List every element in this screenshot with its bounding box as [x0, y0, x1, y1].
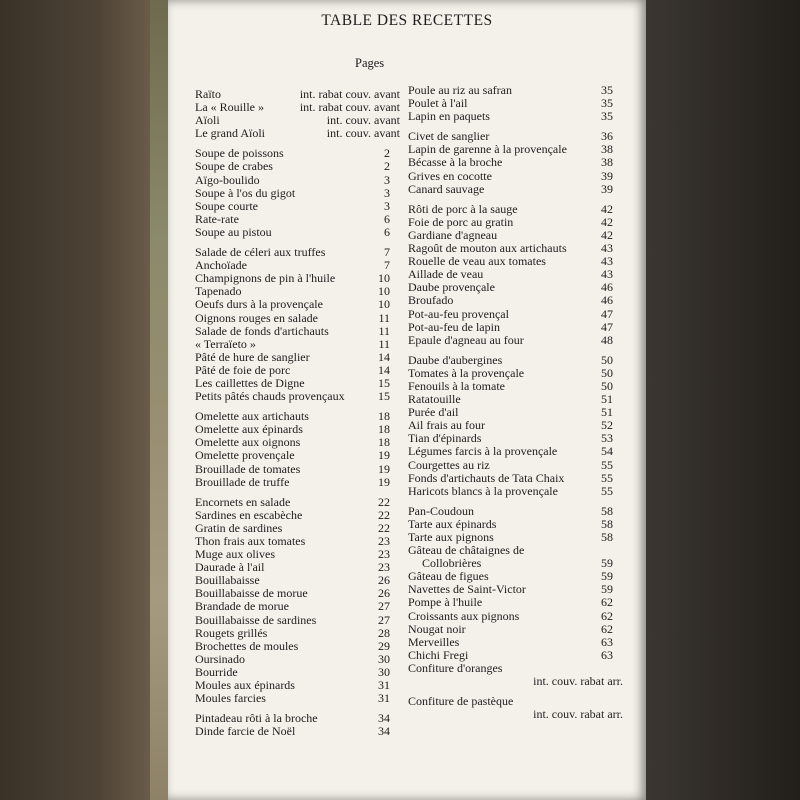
- recipe-name: Gâteau de figues: [408, 569, 489, 584]
- recipe-name: Omelette provençale: [195, 448, 295, 463]
- recipe-page: 35: [601, 109, 613, 124]
- recipe-name: Aïgo-boulido: [195, 172, 260, 187]
- recipe-name: Broufado: [408, 293, 454, 308]
- recipe-name: Gardiane d'agneau: [408, 227, 498, 242]
- recipe-page: 38: [601, 155, 613, 170]
- recipe-page: 59: [601, 582, 613, 597]
- recipe-page: int. rabat couv. avant: [299, 100, 400, 115]
- recipe-entry: [195, 653, 390, 666]
- recipe-page: 55: [601, 470, 613, 485]
- recipe-page: 10: [378, 297, 390, 312]
- recipe-name: Brouillade de tomates: [195, 461, 301, 476]
- recipe-page: 63: [601, 634, 613, 649]
- recipe-name: Bécasse à la broche: [408, 155, 503, 170]
- recipe-entry: [408, 367, 613, 380]
- recipe-page: 22: [378, 507, 390, 522]
- recipe-name: Tarte aux pignons: [408, 530, 494, 544]
- recipe-entry: [195, 600, 390, 613]
- recipe-entry: [408, 610, 613, 623]
- recipe-entry: [195, 338, 390, 351]
- recipe-entry: [408, 445, 613, 458]
- recipe-page: 58: [601, 516, 613, 531]
- recipe-page: int. couv. rabat arr.: [533, 674, 623, 689]
- recipe-page: 42: [601, 201, 613, 216]
- recipe-page: 51: [601, 405, 613, 420]
- recipe-entry: [408, 156, 613, 169]
- recipe-page: 2: [384, 159, 390, 174]
- recipe-name: Canard sauvage: [408, 181, 485, 196]
- recipe-page: 15: [378, 389, 390, 404]
- recipe-page: 58: [601, 503, 613, 518]
- recipe-name: Champignons de pin à l'huile: [195, 271, 336, 286]
- recipe-name: Dinde farcie de Noël: [195, 724, 296, 739]
- recipe-name: Ratatouille: [408, 392, 461, 407]
- recipe-entry: [408, 334, 613, 347]
- recipe-entry: [195, 390, 390, 403]
- recipe-entry: [408, 596, 613, 609]
- recipe-page: int. rabat couv. avant: [299, 87, 400, 101]
- recipe-page: 42: [601, 214, 613, 229]
- recipe-name: « Terraïeto »: [195, 336, 256, 351]
- recipe-page: 54: [601, 444, 613, 459]
- recipe-page: 55: [601, 457, 613, 472]
- recipe-name: Oignons rouges en salade: [195, 310, 318, 325]
- recipe-entry: [195, 496, 390, 509]
- recipe-page: 15: [378, 375, 390, 390]
- recipe-page: 34: [378, 711, 390, 726]
- recipe-entry: [195, 449, 390, 462]
- recipe-page: 43: [601, 241, 613, 256]
- recipe-page: 43: [601, 267, 613, 282]
- recipe-name: Navettes de Saint-Victor: [408, 582, 526, 597]
- recipe-name: Omelette aux épinards: [195, 422, 303, 437]
- recipe-name: Gâteau de châtaignes de: [408, 543, 525, 558]
- recipe-name: Soupe de poissons: [195, 146, 284, 161]
- recipe-entry: [195, 174, 390, 187]
- recipe-name: Moules farcies: [195, 691, 266, 706]
- recipe-page: int. couv. rabat arr.: [533, 707, 623, 722]
- recipe-name: Moules aux épinards: [195, 678, 295, 693]
- recipe-name: Légumes farcis à la provençale: [408, 444, 558, 459]
- recipe-page: 59: [601, 569, 613, 584]
- recipe-page: 3: [384, 185, 390, 200]
- recipe-page: 11: [378, 323, 390, 338]
- recipe-name: Brandade de morue: [195, 599, 289, 614]
- recipe-page: 62: [601, 621, 613, 636]
- recipe-page: 58: [601, 530, 613, 544]
- recipe-entry: [195, 160, 390, 173]
- recipe-entry: [195, 298, 390, 311]
- recipe-page: 59: [601, 556, 613, 571]
- pages-column-label: Pages: [355, 56, 385, 70]
- recipe-page: 3: [384, 172, 390, 187]
- recipe-page: 39: [601, 181, 613, 196]
- recipe-name: Pot-au-feu de lapin: [408, 319, 500, 334]
- recipe-name: Pintadeau rôti à la broche: [195, 711, 318, 726]
- recipe-entry: [408, 354, 613, 367]
- recipe-page: 34: [378, 724, 390, 739]
- recipe-page: 26: [378, 586, 390, 601]
- recipe-entry: [195, 213, 390, 226]
- recipe-entry: [195, 463, 390, 476]
- recipe-entry: [195, 325, 390, 338]
- recipe-entry: [408, 321, 613, 334]
- recipe-name: Daube provençale: [408, 280, 495, 295]
- recipe-name: Foie de porc au gratin: [408, 214, 514, 229]
- recipe-name: Gratin de sardines: [195, 520, 283, 535]
- recipe-entry: [408, 472, 613, 485]
- recipe-page: 46: [601, 280, 613, 295]
- recipe-name: Soupe au pistou: [195, 224, 272, 239]
- recipe-entry: [195, 725, 390, 738]
- recipe-name: Tapenado: [195, 284, 242, 299]
- recipe-page: 18: [378, 435, 390, 450]
- recipe-entry: [408, 674, 623, 689]
- recipe-name: Confiture de pastèque: [408, 694, 514, 709]
- recipe-entry: [195, 627, 390, 640]
- recipe-entry: [195, 476, 390, 489]
- recipe-entry: [408, 623, 613, 636]
- recipe-page: 39: [601, 168, 613, 183]
- recipe-page: 2: [384, 146, 390, 161]
- recipe-name: Pâté de foie de porc: [195, 362, 291, 377]
- recipe-name: Rouelle de veau aux tomates: [408, 254, 546, 269]
- recipe-name: Soupe de crabes: [195, 159, 273, 174]
- recipe-name: Omelette aux oignons: [195, 435, 301, 450]
- recipe-name: Grives en cocotte: [408, 168, 492, 183]
- recipe-name: Raïto: [195, 87, 221, 101]
- recipe-entry: [408, 294, 613, 307]
- recipe-page: 27: [378, 599, 390, 614]
- recipe-entry: [408, 505, 613, 518]
- recipe-page: 53: [601, 431, 613, 446]
- recipe-name: Bouillabaisse: [195, 573, 260, 588]
- recipe-name: Rate-rate: [195, 211, 239, 226]
- recipe-page: 19: [378, 474, 390, 489]
- recipe-page: 26: [378, 573, 390, 588]
- recipe-name: Anchoïade: [195, 258, 247, 273]
- recipe-page: 43: [601, 254, 613, 269]
- recipe-page: 6: [384, 211, 390, 226]
- recipe-name: Fenouils à la tomate: [408, 378, 505, 393]
- recipe-name: Muge aux olives: [195, 547, 275, 562]
- recipe-name: Brochettes de moules: [195, 638, 299, 653]
- recipe-name: Soupe à l'os du gigot: [195, 185, 296, 200]
- recipe-name: Thon frais aux tomates: [195, 534, 306, 548]
- recipe-name: Bouillabaisse de sardines: [195, 612, 317, 627]
- recipe-name: Poule au riz au safran: [408, 83, 512, 97]
- recipe-name: Daube d'aubergines: [408, 352, 503, 367]
- recipe-name: Pan-Coudoun: [408, 503, 474, 518]
- recipe-name: Epaule d'agneau au four: [408, 332, 524, 347]
- recipe-name: Petits pâtés chauds provençaux: [195, 389, 345, 404]
- recipe-page: 55: [601, 483, 613, 498]
- recipe-page: 23: [378, 534, 390, 548]
- recipe-page: 18: [378, 409, 390, 424]
- recipe-name: Haricots blancs à la provençale: [408, 483, 558, 498]
- recipe-name: Aillade de veau: [408, 267, 484, 282]
- recipe-entry: [408, 636, 613, 649]
- recipe-page: 52: [601, 418, 613, 433]
- recipe-page: 27: [378, 612, 390, 627]
- recipe-name: Brouillade de truffe: [195, 474, 290, 489]
- recipe-page: 38: [601, 142, 613, 157]
- recipe-name: Chichi Fregi: [408, 647, 469, 662]
- recipe-page: 30: [378, 664, 390, 679]
- recipe-name: Confiture d'oranges: [408, 660, 503, 675]
- recipe-name: Les caillettes de Digne: [195, 375, 305, 390]
- recipe-name: Tarte aux épinards: [408, 516, 497, 531]
- recipe-name: Poulet à l'ail: [408, 96, 468, 111]
- recipe-name: Tian d'épinards: [408, 431, 482, 446]
- recipe-entry: [195, 187, 390, 200]
- recipe-entry: [195, 692, 390, 705]
- recipe-page: 3: [384, 198, 390, 213]
- recipe-name: Oeufs durs à la provençale: [195, 297, 323, 312]
- recipe-entry: [195, 640, 390, 653]
- recipe-page: 7: [384, 258, 390, 273]
- recipe-name: Bourride: [195, 664, 238, 679]
- recipe-name: Fonds d'artichauts de Tata Chaix: [408, 470, 565, 485]
- recipe-name: Ragoût de mouton aux artichauts: [408, 241, 567, 256]
- recipe-page: 62: [601, 595, 613, 610]
- recipe-page: 36: [601, 129, 613, 144]
- recipe-page: 46: [601, 293, 613, 308]
- recipe-name: Nougat noir: [408, 621, 466, 636]
- recipe-name: Collobrières: [422, 556, 482, 571]
- recipe-page: 48: [601, 332, 613, 347]
- recipe-name: Pot-au-feu provençal: [408, 306, 509, 321]
- recipe-entry: [408, 216, 613, 229]
- recipe-page: 29: [378, 638, 390, 653]
- recipe-entry: [408, 170, 613, 183]
- recipe-entry: [195, 614, 390, 627]
- recipe-name: Salade de céleri aux truffes: [195, 245, 326, 260]
- recipe-page: 14: [378, 349, 390, 364]
- recipe-page: 62: [601, 608, 613, 623]
- recipe-entry: [195, 351, 390, 364]
- recipe-page: 35: [601, 96, 613, 111]
- recipe-page: 18: [378, 422, 390, 437]
- recipe-page: 63: [601, 647, 613, 662]
- recipe-entry: [195, 200, 390, 213]
- recipe-entry: [408, 183, 613, 196]
- page-title: TABLE DES RECETTES: [321, 12, 493, 29]
- recipe-page: 14: [378, 362, 390, 377]
- recipe-page: 19: [378, 461, 390, 476]
- recipe-name: Aïoli: [195, 113, 220, 128]
- recipe-page: 6: [384, 224, 390, 239]
- recipe-page: 31: [378, 691, 390, 706]
- recipe-name: Lapin de garenne à la provençale: [408, 142, 567, 157]
- recipe-name: Oursinado: [195, 651, 245, 666]
- recipe-name: Rôti de porc à la sauge: [408, 201, 518, 216]
- recipe-name: La « Rouille »: [195, 100, 264, 115]
- recipe-page: 10: [378, 271, 390, 286]
- recipe-entry: [195, 364, 390, 377]
- recipe-entry: [408, 308, 613, 321]
- recipe-entry: [408, 707, 623, 722]
- recipe-name: Salade de fonds d'artichauts: [195, 323, 329, 338]
- recipe-entry: [408, 110, 613, 123]
- recipe-entry: [195, 226, 390, 239]
- recipe-page: 50: [601, 378, 613, 393]
- recipe-page: 7: [384, 245, 390, 260]
- recipe-name: Merveilles: [408, 634, 460, 649]
- recipe-page: int. couv. avant: [326, 126, 400, 141]
- recipe-entry: [408, 649, 613, 662]
- recipe-name: Civet de sanglier: [408, 129, 490, 144]
- recipe-page: 11: [378, 336, 390, 351]
- recipe-column-right: [408, 83, 623, 722]
- recipe-name: Pompe à l'huile: [408, 595, 483, 610]
- recipe-page: 19: [378, 448, 390, 463]
- recipe-name: Rougets grillés: [195, 625, 268, 640]
- recipe-name: Soupe courte: [195, 198, 258, 213]
- recipe-name: Sardines en escabèche: [195, 507, 303, 522]
- recipe-name: Lapin en paquets: [408, 109, 490, 124]
- recipe-column-left: [195, 87, 400, 739]
- recipe-page: 47: [601, 306, 613, 321]
- recipe-page: 11: [378, 310, 390, 325]
- recipe-name: Courgettes au riz: [408, 457, 490, 472]
- recipe-entry: [195, 509, 390, 522]
- recipe-page: 23: [378, 547, 390, 562]
- recipe-page: int. couv. avant: [326, 113, 400, 128]
- recipe-name: Pâté de hure de sanglier: [195, 349, 310, 364]
- recipe-page: 23: [378, 560, 390, 575]
- recipe-page: 22: [378, 520, 390, 535]
- recipe-name: Encornets en salade: [195, 494, 291, 509]
- recipe-name: Daurade à l'ail: [195, 560, 265, 575]
- recipe-name: Le grand Aïoli: [195, 126, 265, 141]
- recipe-page: 47: [601, 319, 613, 334]
- background-right: [646, 0, 800, 800]
- recipe-name: Tomates à la provençale: [408, 365, 525, 380]
- recipe-name: Bouillabaisse de morue: [195, 586, 308, 601]
- recipe-name: Ail frais au four: [408, 418, 485, 433]
- recipe-entry: [195, 312, 390, 325]
- recipe-page: 50: [601, 352, 613, 367]
- recipe-page: 28: [378, 625, 390, 640]
- recipe-name: Purée d'ail: [408, 405, 459, 420]
- recipe-entry: [195, 126, 400, 141]
- recipe-page: 10: [378, 284, 390, 299]
- recipe-name: Croissants aux pignons: [408, 608, 520, 623]
- recipe-entry: [408, 485, 613, 498]
- recipe-page: 50: [601, 365, 613, 380]
- recipe-page: 22: [378, 494, 390, 509]
- recipe-entry: [408, 203, 613, 216]
- recipe-entry: [408, 459, 613, 472]
- recipe-page: 51: [601, 392, 613, 407]
- recipe-page: 30: [378, 651, 390, 666]
- recipe-page: 31: [378, 678, 390, 693]
- recipe-page: 42: [601, 227, 613, 242]
- recipe-name: Omelette aux artichauts: [195, 409, 309, 424]
- recipe-page: 35: [601, 83, 613, 97]
